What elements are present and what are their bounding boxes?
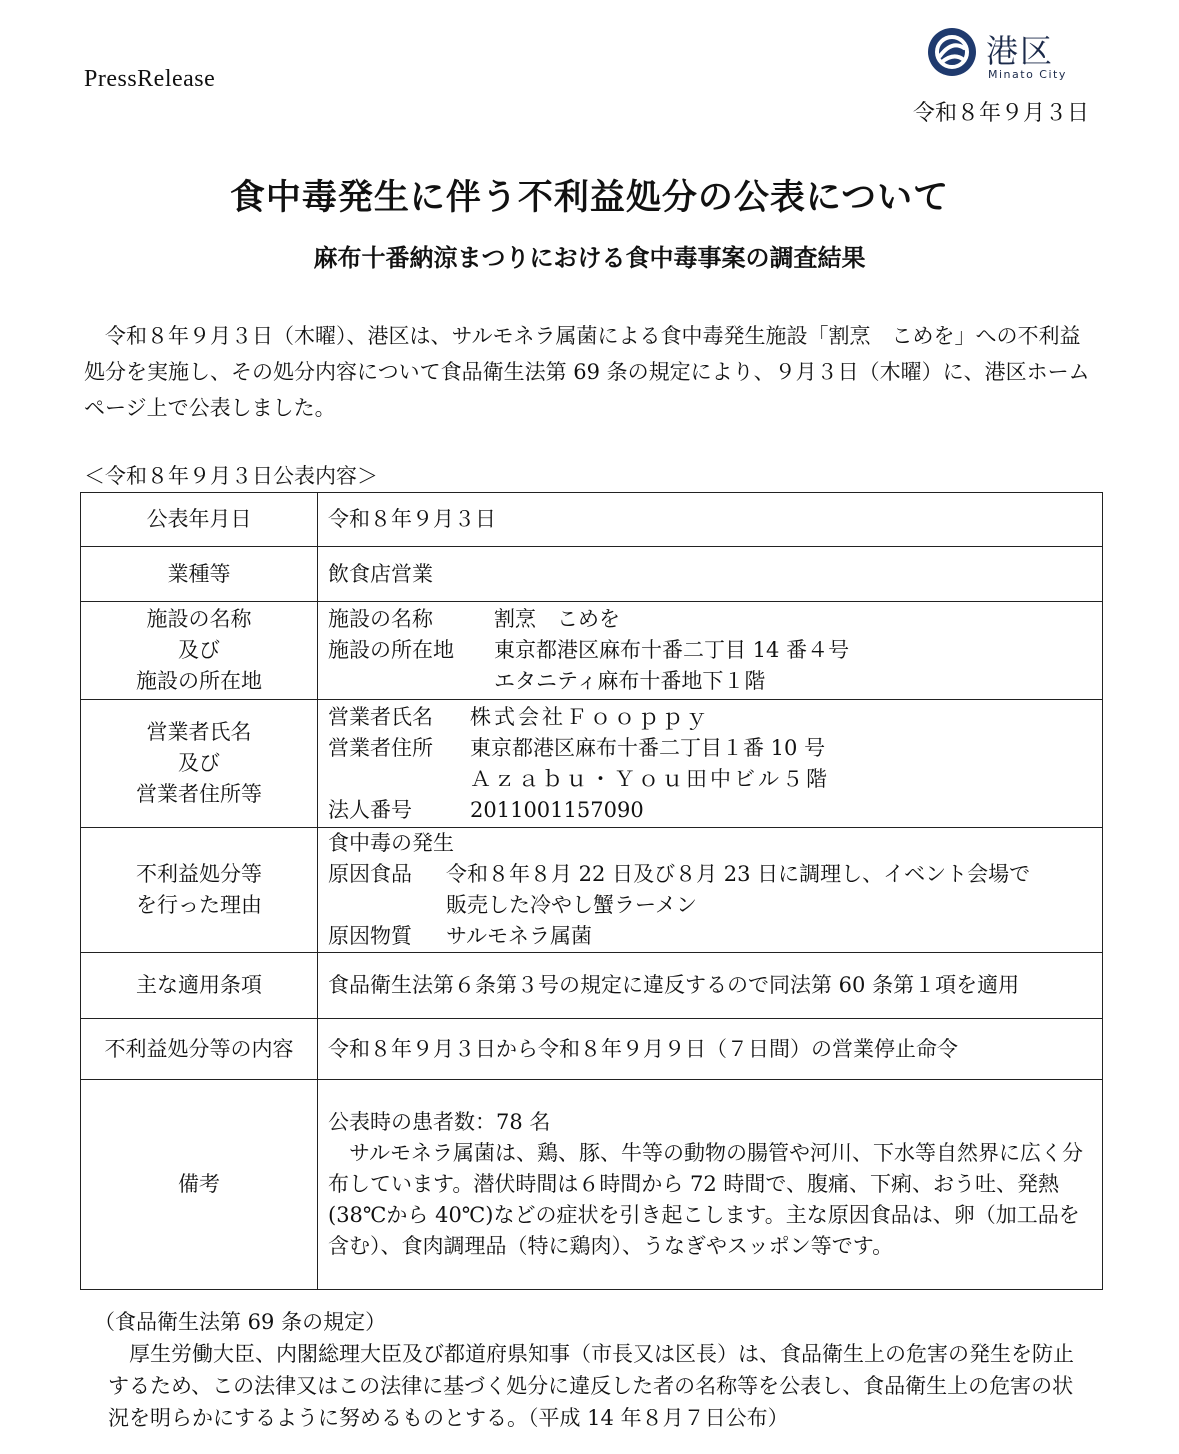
row-label-clause: 主な適用条項 xyxy=(81,953,318,1019)
intro-text: 令和８年９月３日（木曜）、港区は、サルモネラ属菌による食中毒発生施設「割烹 こめを」への不利益処分を実施し、その処分内容について食品衛生法第 69 条の規定により、９月３日（木曜）に、港区ホームページ上で公表しました。 xyxy=(84,324,1090,420)
row-value-action: 令和８年９月３日から令和８年９月９日（７日間）の営業停止命令 xyxy=(318,1019,1103,1080)
row-value-facility xyxy=(318,602,1103,700)
table-row xyxy=(81,828,1103,953)
law-section xyxy=(94,1306,1094,1434)
facility-address-line2: エタニティ麻布十番地下１階 xyxy=(494,669,766,693)
operator-address-line2: Ａｚａｂｕ・Ｙｏｕ田中ビル５階 xyxy=(470,766,830,791)
facility-address-key: 施設の所在地 xyxy=(328,638,454,662)
operator-name-key: 営業者氏名 xyxy=(328,704,433,729)
table-row xyxy=(81,602,1103,700)
row-label-operator xyxy=(81,700,318,828)
label-line: 不利益処分等 xyxy=(136,862,262,886)
patient-count: 公表時の患者数：78 名 xyxy=(328,1110,551,1134)
row-label-facility xyxy=(81,602,318,700)
logo-name: 港区 xyxy=(986,32,1055,70)
page-subtitle: 麻布十番納涼まつりにおける食中毒事案の調査結果 xyxy=(313,244,866,272)
operator-name-value: 株式会社Ｆｏｏｐｐｙ xyxy=(470,704,710,729)
press-release-label: PressRelease xyxy=(84,66,216,92)
table-row xyxy=(81,700,1103,828)
intro-paragraph xyxy=(84,318,1096,426)
minato-city-emblem-icon xyxy=(926,26,978,78)
operator-address-value: 東京都港区麻布十番二丁目１番 10 号 xyxy=(470,735,826,760)
law-body: 厚生労働大臣、内閣総理大臣及び都道府県知事（市長又は区長）は、食品衛生上の危害の発生を防止するため、この法律又はこの法律に基づく処分に違反した者の名称等を公表し、食品衛生上の危害の状況を明らかにするように努めるものとする。（平成 14 年８月７日公布） xyxy=(108,1342,1074,1430)
label-line: 営業者住所等 xyxy=(136,782,262,806)
row-value-operator xyxy=(318,700,1103,828)
cause-food-key: 原因食品 xyxy=(328,862,412,886)
reason-line: 食中毒の発生 xyxy=(328,831,454,855)
row-label-remarks: 備考 xyxy=(81,1080,318,1290)
row-value-reason xyxy=(318,828,1103,953)
cause-agent-value: サルモネラ属菌 xyxy=(446,924,592,948)
row-value-clause: 食品衛生法第６条第３号の規定に違反するので同法第 60 条第１項を適用 xyxy=(318,953,1103,1019)
page-title: 食中毒発生に伴う不利益処分の公表について xyxy=(229,178,950,218)
facility-address-value: 東京都港区麻布十番二丁目 14 番４号 xyxy=(494,638,850,662)
row-value-date: 令和８年９月３日 xyxy=(318,493,1103,547)
cause-food-value: 令和８年８月 22 日及び８月 23 日に調理し、イベント会場で xyxy=(446,862,1031,886)
label-line: 施設の名称 xyxy=(146,607,252,631)
law-heading: （食品衛生法第 69 条の規定） xyxy=(94,1310,387,1334)
table-row xyxy=(81,547,1103,602)
facility-name-value: 割烹 こめを xyxy=(494,607,620,631)
row-value-business: 飲食店営業 xyxy=(318,547,1103,602)
label-line: 営業者氏名 xyxy=(146,720,252,744)
label-line: 及び xyxy=(178,638,220,662)
row-value-remarks xyxy=(318,1080,1103,1290)
table-row xyxy=(81,1019,1103,1080)
corporate-number-key: 法人番号 xyxy=(328,797,412,822)
announcement-table xyxy=(80,492,1103,1290)
label-line: 及び xyxy=(178,751,220,775)
operator-address-key: 営業者住所 xyxy=(328,735,433,760)
table-caption: ＜令和８年９月３日公表内容＞ xyxy=(84,464,378,488)
minato-city-logo xyxy=(926,26,1086,82)
label-line: を行った理由 xyxy=(136,893,262,917)
remarks-paragraph: サルモネラ属菌は、鶏、豚、牛等の動物の腸管や河川、下水等自然界に広く分布しています。潜伏時間は６時間から 72 時間で、腹痛、下痢、おう吐、発熱(38℃から 40℃)などの症状を引き起こします。主な原因食品は、卵（加工品を含む）、食肉調理品（特に鶏肉）、うなぎやスッポン等です。 xyxy=(328,1141,1083,1258)
table-row xyxy=(81,1080,1103,1290)
release-date: 令和８年９月３日 xyxy=(912,101,1089,126)
cause-food-value-line2: 販売した冷やし蟹ラーメン xyxy=(446,893,697,917)
row-label-reason xyxy=(81,828,318,953)
row-label-action: 不利益処分等の内容 xyxy=(81,1019,318,1080)
label-line: 施設の所在地 xyxy=(136,669,262,693)
cause-agent-key: 原因物質 xyxy=(328,924,412,948)
row-label-business: 業種等 xyxy=(81,547,318,602)
corporate-number-value: 2011001157090 xyxy=(470,797,644,822)
table-row xyxy=(81,953,1103,1019)
logo-subtitle: Minato City xyxy=(988,68,1067,81)
facility-name-key: 施設の名称 xyxy=(328,607,433,631)
table-row xyxy=(81,493,1103,547)
row-label-date: 公表年月日 xyxy=(81,493,318,547)
